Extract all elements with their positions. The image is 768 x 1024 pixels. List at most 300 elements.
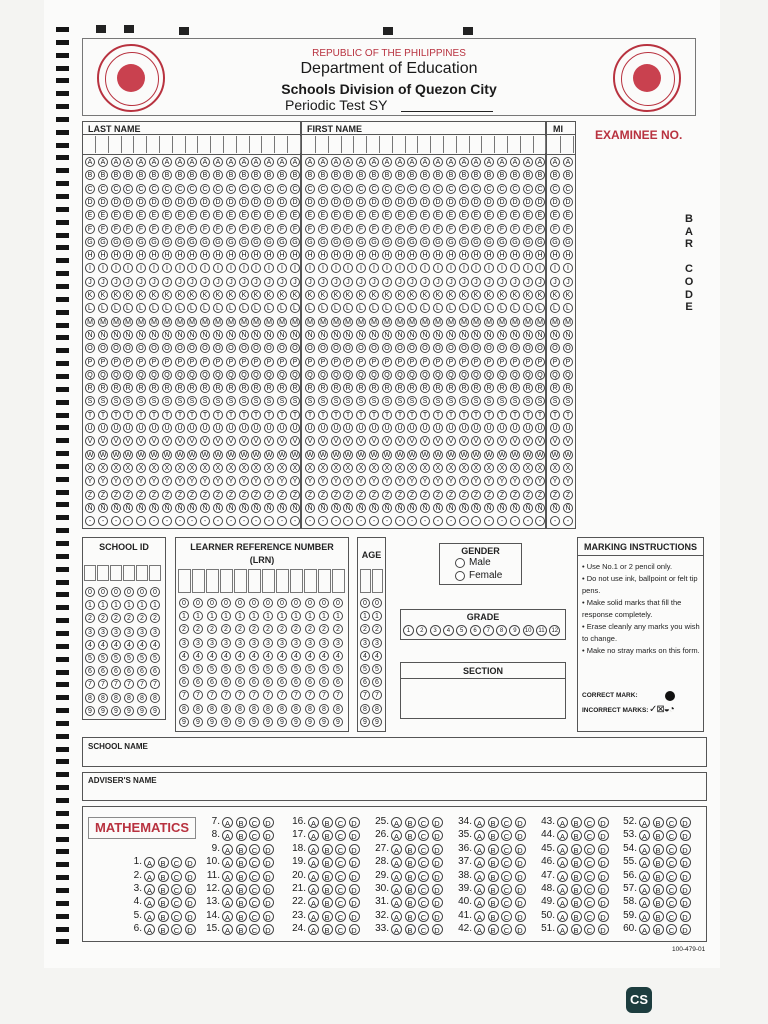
letter-bubble[interactable]: N — [226, 330, 236, 340]
lrn-bubble[interactable]: 8 — [263, 704, 273, 714]
school-id-digit-box[interactable] — [149, 565, 161, 581]
letter-bubble[interactable]: M — [251, 317, 261, 327]
letter-bubble[interactable]: F — [510, 224, 520, 234]
answer-bubble[interactable]: C — [335, 924, 346, 935]
letter-bubble[interactable]: O — [510, 343, 520, 353]
letter-bubble[interactable]: Y — [343, 476, 353, 486]
letter-bubble[interactable]: - — [226, 516, 236, 526]
lrn-digit-box[interactable] — [332, 569, 345, 593]
letter-bubble[interactable]: W — [86, 452, 94, 459]
age-bubble[interactable]: 9 — [372, 717, 382, 727]
letter-bubble[interactable]: F — [98, 224, 108, 234]
letter-bubble[interactable]: Z — [136, 490, 146, 500]
letter-bubble[interactable]: U — [98, 423, 108, 433]
letter-bubble[interactable]: H — [318, 250, 328, 260]
lrn-bubble[interactable]: 9 — [305, 717, 315, 727]
lrn-bubble[interactable]: 6 — [277, 677, 287, 687]
answer-bubble[interactable]: A — [557, 884, 568, 895]
letter-bubble[interactable]: - — [395, 516, 405, 526]
school-name-field[interactable] — [170, 742, 700, 764]
letter-bubble[interactable]: N — [369, 330, 379, 340]
letter-bubble[interactable]: X — [187, 463, 197, 473]
letter-bubble[interactable]: Y — [251, 476, 261, 486]
lrn-bubble[interactable]: 6 — [263, 677, 273, 687]
letter-bubble[interactable]: A — [111, 157, 121, 167]
letter-bubble[interactable]: I — [550, 263, 560, 273]
letter-bubble[interactable]: - — [162, 516, 172, 526]
letter-bubble[interactable]: S — [187, 396, 197, 406]
name-letter-box[interactable] — [330, 136, 342, 153]
lrn-bubble[interactable]: 9 — [249, 717, 259, 727]
letter-bubble[interactable]: J — [239, 277, 249, 287]
letter-bubble[interactable]: Q — [305, 370, 315, 380]
letter-bubble[interactable]: T — [149, 410, 159, 420]
answer-bubble[interactable]: D — [598, 897, 609, 908]
lrn-bubble[interactable]: 1 — [179, 611, 189, 621]
letter-bubble[interactable]: - — [98, 516, 108, 526]
age-bubble[interactable]: 1 — [372, 611, 382, 621]
letter-bubble[interactable]: G — [149, 237, 159, 247]
letter-bubble[interactable]: S — [356, 396, 366, 406]
letter-bubble[interactable]: A — [369, 157, 379, 167]
letter-bubble[interactable]: L — [98, 303, 108, 313]
letter-bubble[interactable]: L — [187, 303, 197, 313]
lrn-bubble[interactable]: 8 — [305, 704, 315, 714]
lrn-bubble[interactable]: 9 — [221, 717, 231, 727]
letter-bubble[interactable]: J — [420, 277, 430, 287]
letter-bubble[interactable]: C — [200, 184, 210, 194]
letter-bubble[interactable]: S — [136, 396, 146, 406]
letter-bubble[interactable]: O — [239, 343, 249, 353]
letter-bubble[interactable]: P — [523, 357, 533, 367]
letter-bubble[interactable]: G — [136, 237, 146, 247]
letter-bubble[interactable]: J — [446, 277, 456, 287]
letter-bubble[interactable]: V — [162, 436, 172, 446]
letter-bubble[interactable]: W — [137, 452, 145, 459]
school-id-bubble[interactable]: 4 — [85, 640, 95, 650]
letter-bubble[interactable]: N — [523, 330, 533, 340]
letter-bubble[interactable]: F — [111, 224, 121, 234]
letter-bubble[interactable]: H — [395, 250, 405, 260]
name-letter-box[interactable] — [276, 136, 288, 153]
age-digit-box[interactable] — [360, 569, 371, 593]
letter-bubble[interactable]: F — [162, 224, 172, 234]
letter-bubble[interactable]: O — [395, 343, 405, 353]
name-letter-box[interactable] — [522, 136, 534, 153]
letter-bubble[interactable]: B — [420, 170, 430, 180]
letter-bubble[interactable]: O — [331, 343, 341, 353]
letter-bubble[interactable]: L — [251, 303, 261, 313]
name-letter-box[interactable] — [406, 136, 418, 153]
letter-bubble[interactable]: D — [471, 197, 481, 207]
letter-bubble[interactable]: T — [290, 410, 300, 420]
letter-bubble[interactable]: Ñ — [331, 503, 341, 513]
age-bubble[interactable]: 2 — [372, 624, 382, 634]
letter-bubble[interactable]: H — [305, 250, 315, 260]
answer-bubble[interactable]: B — [653, 817, 664, 828]
lrn-bubble[interactable]: 7 — [263, 690, 273, 700]
letter-bubble[interactable]: Q — [200, 370, 210, 380]
answer-bubble[interactable]: C — [501, 817, 512, 828]
lrn-bubble[interactable]: 6 — [291, 677, 301, 687]
letter-bubble[interactable]: S — [264, 396, 274, 406]
letter-bubble[interactable]: E — [484, 210, 494, 220]
letter-bubble[interactable]: Q — [356, 370, 366, 380]
lrn-bubble[interactable]: 9 — [333, 717, 343, 727]
lrn-bubble[interactable]: 0 — [193, 598, 203, 608]
answer-bubble[interactable]: B — [236, 871, 247, 882]
answer-bubble[interactable]: D — [349, 844, 360, 855]
letter-bubble[interactable]: K — [343, 290, 353, 300]
school-id-bubble[interactable]: 2 — [85, 613, 95, 623]
letter-bubble[interactable]: K — [446, 290, 456, 300]
letter-bubble[interactable]: D — [277, 197, 287, 207]
school-id-bubble[interactable]: 4 — [137, 640, 147, 650]
answer-bubble[interactable]: C — [171, 884, 182, 895]
letter-bubble[interactable]: C — [305, 184, 315, 194]
letter-bubble[interactable]: J — [318, 277, 328, 287]
letter-bubble[interactable]: Z — [251, 490, 261, 500]
lrn-digit-box[interactable] — [318, 569, 331, 593]
letter-bubble[interactable]: V — [213, 436, 223, 446]
letter-bubble[interactable]: K — [420, 290, 430, 300]
letter-bubble[interactable]: Y — [484, 476, 494, 486]
letter-bubble[interactable]: Y — [290, 476, 300, 486]
letter-bubble[interactable]: F — [187, 224, 197, 234]
letter-bubble[interactable]: K — [149, 290, 159, 300]
letter-bubble[interactable]: J — [149, 277, 159, 287]
age-bubble[interactable]: 6 — [360, 677, 370, 687]
answer-bubble[interactable]: B — [158, 924, 169, 935]
answer-bubble[interactable]: C — [666, 830, 677, 841]
answer-bubble[interactable]: D — [263, 857, 274, 868]
answer-bubble[interactable]: D — [432, 924, 443, 935]
letter-bubble[interactable]: L — [85, 303, 95, 313]
letter-bubble[interactable]: Q — [290, 370, 300, 380]
answer-bubble[interactable]: C — [418, 897, 429, 908]
letter-bubble[interactable]: A — [136, 157, 146, 167]
letter-bubble[interactable]: A — [382, 157, 392, 167]
letter-bubble[interactable]: T — [523, 410, 533, 420]
letter-bubble[interactable]: P — [395, 357, 405, 367]
letter-bubble[interactable]: S — [433, 396, 443, 406]
letter-bubble[interactable]: J — [407, 277, 417, 287]
letter-bubble[interactable]: V — [395, 436, 405, 446]
letter-bubble[interactable]: B — [446, 170, 456, 180]
answer-bubble[interactable]: A — [639, 817, 650, 828]
letter-bubble[interactable]: D — [382, 197, 392, 207]
answer-bubble[interactable]: D — [263, 924, 274, 935]
lrn-bubble[interactable]: 2 — [333, 624, 343, 634]
letter-bubble[interactable]: A — [123, 157, 133, 167]
lrn-bubble[interactable]: 7 — [319, 690, 329, 700]
letter-bubble[interactable]: T — [239, 410, 249, 420]
letter-bubble[interactable]: P — [471, 357, 481, 367]
letter-bubble[interactable]: M — [382, 317, 392, 327]
letter-bubble[interactable]: - — [550, 516, 560, 526]
answer-bubble[interactable]: A — [308, 924, 319, 935]
lrn-bubble[interactable]: 9 — [277, 717, 287, 727]
answer-bubble[interactable]: C — [249, 884, 260, 895]
lrn-bubble[interactable]: 8 — [193, 704, 203, 714]
answer-bubble[interactable]: A — [639, 830, 650, 841]
answer-bubble[interactable]: A — [391, 857, 402, 868]
name-letter-box[interactable] — [186, 136, 198, 153]
lrn-bubble[interactable]: 4 — [333, 651, 343, 661]
letter-bubble[interactable]: U — [523, 423, 533, 433]
letter-bubble[interactable]: E — [187, 210, 197, 220]
answer-bubble[interactable]: A — [474, 844, 485, 855]
letter-bubble[interactable]: A — [471, 157, 481, 167]
lrn-bubble[interactable]: 1 — [305, 611, 315, 621]
letter-bubble[interactable]: Y — [563, 476, 573, 486]
answer-bubble[interactable]: A — [391, 884, 402, 895]
grade-bubble[interactable]: 4 — [443, 625, 454, 636]
letter-bubble[interactable]: D — [239, 197, 249, 207]
answer-bubble[interactable]: D — [185, 924, 196, 935]
school-id-bubble[interactable]: 3 — [150, 627, 160, 637]
lrn-bubble[interactable]: 4 — [277, 651, 287, 661]
letter-bubble[interactable]: P — [264, 357, 274, 367]
letter-bubble[interactable]: Q — [343, 370, 353, 380]
letter-bubble[interactable]: N — [239, 330, 249, 340]
letter-bubble[interactable]: Z — [343, 490, 353, 500]
letter-bubble[interactable]: K — [382, 290, 392, 300]
letter-bubble[interactable]: Q — [471, 370, 481, 380]
letter-bubble[interactable]: P — [407, 357, 417, 367]
letter-bubble[interactable]: V — [484, 436, 494, 446]
letter-bubble[interactable]: U — [162, 423, 172, 433]
letter-bubble[interactable]: W — [408, 452, 416, 459]
letter-bubble[interactable]: Ñ — [459, 503, 469, 513]
answer-bubble[interactable]: C — [418, 830, 429, 841]
answer-bubble[interactable]: A — [639, 924, 650, 935]
letter-bubble[interactable]: D — [187, 197, 197, 207]
answer-bubble[interactable]: C — [666, 844, 677, 855]
letter-bubble[interactable]: E — [175, 210, 185, 220]
lrn-bubble[interactable]: 4 — [249, 651, 259, 661]
letter-bubble[interactable]: G — [446, 237, 456, 247]
school-id-bubble[interactable]: 1 — [124, 600, 134, 610]
letter-bubble[interactable]: P — [497, 357, 507, 367]
lrn-digit-box[interactable] — [290, 569, 303, 593]
letter-bubble[interactable]: K — [523, 290, 533, 300]
name-letter-box[interactable] — [496, 136, 508, 153]
letter-bubble[interactable]: R — [497, 383, 507, 393]
answer-bubble[interactable]: A — [474, 817, 485, 828]
letter-bubble[interactable]: N — [162, 330, 172, 340]
answer-bubble[interactable]: D — [263, 817, 274, 828]
answer-bubble[interactable]: A — [391, 897, 402, 908]
answer-bubble[interactable]: C — [501, 924, 512, 935]
letter-bubble[interactable]: H — [510, 250, 520, 260]
letter-bubble[interactable]: Y — [277, 476, 287, 486]
letter-bubble[interactable]: P — [277, 357, 287, 367]
letter-bubble[interactable]: A — [277, 157, 287, 167]
letter-bubble[interactable]: D — [136, 197, 146, 207]
letter-bubble[interactable]: R — [277, 383, 287, 393]
letter-bubble[interactable]: J — [563, 277, 573, 287]
letter-bubble[interactable]: C — [343, 184, 353, 194]
letter-bubble[interactable]: K — [264, 290, 274, 300]
answer-bubble[interactable]: D — [432, 817, 443, 828]
letter-bubble[interactable]: I — [290, 263, 300, 273]
answer-bubble[interactable]: A — [222, 857, 233, 868]
letter-bubble[interactable]: G — [433, 237, 443, 247]
letter-bubble[interactable]: D — [290, 197, 300, 207]
letter-bubble[interactable]: Ñ — [510, 503, 520, 513]
answer-bubble[interactable]: D — [263, 897, 274, 908]
letter-bubble[interactable]: P — [446, 357, 456, 367]
name-letter-box[interactable] — [394, 136, 406, 153]
letter-bubble[interactable]: M — [331, 317, 341, 327]
letter-bubble[interactable]: A — [420, 157, 430, 167]
answer-bubble[interactable]: A — [557, 924, 568, 935]
letter-bubble[interactable]: X — [318, 463, 328, 473]
letter-bubble[interactable]: S — [290, 396, 300, 406]
answer-bubble[interactable]: B — [322, 817, 333, 828]
letter-bubble[interactable]: V — [264, 436, 274, 446]
letter-bubble[interactable]: T — [395, 410, 405, 420]
letter-bubble[interactable]: M — [200, 317, 210, 327]
lrn-digit-box[interactable] — [276, 569, 289, 593]
school-id-digit-box[interactable] — [136, 565, 148, 581]
name-letter-box[interactable] — [174, 136, 186, 153]
letter-bubble[interactable]: N — [484, 330, 494, 340]
letter-bubble[interactable]: S — [331, 396, 341, 406]
letter-bubble[interactable]: O — [187, 343, 197, 353]
answer-bubble[interactable]: B — [488, 817, 499, 828]
answer-bubble[interactable]: B — [322, 884, 333, 895]
grade-bubble[interactable]: 2 — [416, 625, 427, 636]
letter-bubble[interactable]: U — [535, 423, 545, 433]
letter-bubble[interactable]: O — [420, 343, 430, 353]
letter-bubble[interactable]: X — [149, 463, 159, 473]
answer-bubble[interactable]: D — [263, 871, 274, 882]
letter-bubble[interactable]: K — [510, 290, 520, 300]
answer-bubble[interactable]: D — [515, 911, 526, 922]
letter-bubble[interactable]: Z — [407, 490, 417, 500]
letter-bubble[interactable]: P — [459, 357, 469, 367]
letter-bubble[interactable]: I — [277, 263, 287, 273]
letter-bubble[interactable]: M — [343, 317, 353, 327]
letter-bubble[interactable]: F — [175, 224, 185, 234]
answer-bubble[interactable]: B — [488, 897, 499, 908]
answer-bubble[interactable]: B — [653, 830, 664, 841]
letter-bubble[interactable]: B — [187, 170, 197, 180]
letter-bubble[interactable]: M — [550, 317, 560, 327]
school-id-bubble[interactable]: 6 — [85, 666, 95, 676]
letter-bubble[interactable]: I — [459, 263, 469, 273]
letter-bubble[interactable]: V — [318, 436, 328, 446]
letter-bubble[interactable]: L — [395, 303, 405, 313]
letter-bubble[interactable]: E — [213, 210, 223, 220]
letter-bubble[interactable]: D — [226, 197, 236, 207]
letter-bubble[interactable]: Ñ — [343, 503, 353, 513]
letter-bubble[interactable]: G — [550, 237, 560, 247]
letter-bubble[interactable]: X — [356, 463, 366, 473]
answer-bubble[interactable]: C — [418, 911, 429, 922]
letter-bubble[interactable]: O — [523, 343, 533, 353]
answer-bubble[interactable]: D — [432, 871, 443, 882]
answer-bubble[interactable]: C — [249, 924, 260, 935]
letter-bubble[interactable]: L — [407, 303, 417, 313]
answer-bubble[interactable]: D — [432, 844, 443, 855]
school-id-digit-box[interactable] — [97, 565, 109, 581]
letter-bubble[interactable]: - — [484, 516, 494, 526]
letter-bubble[interactable]: V — [369, 436, 379, 446]
letter-bubble[interactable]: N — [305, 330, 315, 340]
letter-bubble[interactable]: O — [123, 343, 133, 353]
letter-bubble[interactable]: F — [251, 224, 261, 234]
letter-bubble[interactable]: U — [136, 423, 146, 433]
letter-bubble[interactable]: M — [510, 317, 520, 327]
letter-bubble[interactable]: C — [162, 184, 172, 194]
answer-bubble[interactable]: C — [666, 911, 677, 922]
lrn-bubble[interactable]: 7 — [207, 690, 217, 700]
letter-bubble[interactable]: X — [433, 463, 443, 473]
letter-bubble[interactable]: I — [395, 263, 405, 273]
letter-bubble[interactable]: Z — [305, 490, 315, 500]
letter-bubble[interactable]: O — [407, 343, 417, 353]
answer-bubble[interactable]: C — [249, 857, 260, 868]
letter-bubble[interactable]: X — [85, 463, 95, 473]
answer-bubble[interactable]: D — [598, 924, 609, 935]
letter-bubble[interactable]: C — [563, 184, 573, 194]
answer-bubble[interactable]: A — [222, 924, 233, 935]
letter-bubble[interactable]: J — [510, 277, 520, 287]
letter-bubble[interactable]: J — [111, 277, 121, 287]
letter-bubble[interactable]: K — [136, 290, 146, 300]
letter-bubble[interactable]: Ñ — [356, 503, 366, 513]
letter-bubble[interactable]: C — [251, 184, 261, 194]
letter-bubble[interactable]: H — [550, 250, 560, 260]
letter-bubble[interactable]: G — [277, 237, 287, 247]
letter-bubble[interactable]: G — [497, 237, 507, 247]
letter-bubble[interactable]: H — [123, 250, 133, 260]
letter-bubble[interactable]: Q — [382, 370, 392, 380]
letter-bubble[interactable]: P — [136, 357, 146, 367]
name-letter-box[interactable] — [225, 136, 237, 153]
answer-bubble[interactable]: D — [515, 897, 526, 908]
answer-bubble[interactable]: B — [405, 884, 416, 895]
letter-bubble[interactable]: Y — [187, 476, 197, 486]
letter-bubble[interactable]: U — [343, 423, 353, 433]
letter-bubble[interactable]: G — [459, 237, 469, 247]
letter-bubble[interactable]: W — [124, 452, 132, 459]
letter-bubble[interactable]: M — [356, 317, 366, 327]
lrn-bubble[interactable]: 6 — [305, 677, 315, 687]
letter-bubble[interactable]: T — [420, 410, 430, 420]
letter-bubble[interactable]: G — [264, 237, 274, 247]
letter-bubble[interactable]: L — [305, 303, 315, 313]
letter-bubble[interactable]: S — [305, 396, 315, 406]
answer-bubble[interactable]: D — [680, 884, 691, 895]
letter-bubble[interactable]: P — [382, 357, 392, 367]
letter-bubble[interactable]: T — [535, 410, 545, 420]
answer-bubble[interactable]: D — [185, 897, 196, 908]
letter-bubble[interactable]: N — [433, 330, 443, 340]
letter-bubble[interactable]: F — [420, 224, 430, 234]
letter-bubble[interactable]: I — [136, 263, 146, 273]
letter-bubble[interactable]: W — [447, 452, 455, 459]
letter-bubble[interactable]: - — [213, 516, 223, 526]
lrn-bubble[interactable]: 7 — [193, 690, 203, 700]
letter-bubble[interactable]: E — [471, 210, 481, 220]
school-id-bubble[interactable]: 2 — [111, 613, 121, 623]
lrn-bubble[interactable]: 1 — [221, 611, 231, 621]
letter-bubble[interactable]: Z — [239, 490, 249, 500]
